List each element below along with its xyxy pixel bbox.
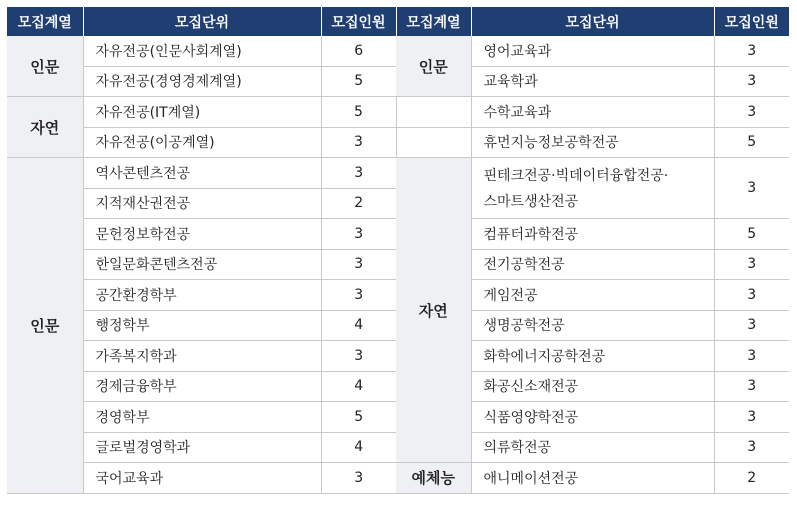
unit-cell: 식품영양학전공: [471, 402, 714, 433]
header-count-left: 모집인원: [321, 7, 396, 36]
count-cell: 3: [714, 402, 789, 433]
count-cell: 5: [321, 402, 396, 433]
unit-cell: 전기공학전공: [471, 249, 714, 280]
unit-cell: 역사콘텐츠전공: [83, 158, 321, 189]
count-cell: 3: [321, 280, 396, 311]
count-cell: 3: [714, 36, 789, 66]
count-cell: 3: [321, 127, 396, 158]
admission-quota-table: [7, 7, 789, 494]
count-cell: 4: [321, 371, 396, 402]
admission-table-wrapper: [7, 7, 789, 494]
field-group-left: 자연: [7, 97, 83, 158]
unit-cell: 가족복지학과: [83, 341, 321, 372]
count-cell: 3: [321, 219, 396, 250]
field-group-right: 인문: [396, 36, 471, 97]
header-unit-left: 모집단위: [83, 7, 321, 36]
unit-cell: 경영학부: [83, 402, 321, 433]
count-cell: 3: [714, 280, 789, 311]
unit-cell: 지적재산권전공: [83, 188, 321, 219]
table-row: [7, 36, 789, 66]
unit-cell: 컴퓨터과학전공: [471, 219, 714, 250]
unit-cell: 교육학과: [471, 66, 714, 97]
table-row: [7, 97, 789, 128]
count-cell: 4: [321, 310, 396, 341]
unit-cell: 애니메이션전공: [471, 463, 714, 494]
count-cell: 5: [321, 66, 396, 97]
table-row: [7, 463, 789, 494]
unit-cell: 자유전공(경영경제계열): [83, 66, 321, 97]
unit-cell: 한일문화콘텐츠전공: [83, 249, 321, 280]
count-cell: 3: [321, 341, 396, 372]
count-cell: 3: [714, 97, 789, 128]
count-cell: 3: [714, 432, 789, 463]
field-group-right-empty: [396, 97, 471, 128]
count-cell: 4: [321, 432, 396, 463]
field-group-right: 예체능: [396, 463, 471, 494]
count-cell: 5: [714, 219, 789, 250]
unit-cell: 자유전공(IT계열): [83, 97, 321, 128]
unit-cell-multiline: [471, 158, 714, 219]
field-group-left: 인문: [7, 36, 83, 97]
unit-cell: 글로벌경영학과: [83, 432, 321, 463]
count-cell: 2: [714, 463, 789, 494]
field-group-right: 자연: [396, 158, 471, 463]
count-cell: 3: [714, 341, 789, 372]
unit-cell: 휴먼지능정보공학전공: [471, 127, 714, 158]
unit-cell: 수학교육과: [471, 97, 714, 128]
count-cell: 3: [321, 463, 396, 494]
unit-cell: 생명공학전공: [471, 310, 714, 341]
unit-line-2: 스마트생산전공: [483, 194, 579, 210]
count-cell: 5: [714, 127, 789, 158]
unit-cell: 화공신소재전공: [471, 371, 714, 402]
count-cell: 3: [321, 249, 396, 280]
unit-cell: 게임전공: [471, 280, 714, 311]
field-group-left: 인문: [7, 158, 83, 494]
header-count-right: 모집인원: [714, 7, 789, 36]
count-cell: 3: [714, 66, 789, 97]
count-cell: 3: [714, 249, 789, 280]
count-cell: 3: [714, 310, 789, 341]
table-row: [7, 158, 789, 189]
field-group-right-empty: [396, 127, 471, 158]
count-cell: 3: [714, 158, 789, 219]
unit-cell: 국어교육과: [83, 463, 321, 494]
unit-cell: 화학에너지공학전공: [471, 341, 714, 372]
unit-cell: 행정학부: [83, 310, 321, 341]
unit-cell: 자유전공(인문사회계열): [83, 36, 321, 66]
unit-cell: 공간환경학부: [83, 280, 321, 311]
header-field-left: 모집계열: [7, 7, 83, 36]
unit-line-1: 핀테크전공·빅데이터융합전공·: [483, 168, 669, 184]
count-cell: 3: [321, 158, 396, 189]
count-cell: 6: [321, 36, 396, 66]
count-cell: 2: [321, 188, 396, 219]
unit-cell: 의류학전공: [471, 432, 714, 463]
count-cell: 5: [321, 97, 396, 128]
header-field-right: 모집계열: [396, 7, 471, 36]
unit-cell: 영어교육과: [471, 36, 714, 66]
header-unit-right: 모집단위: [471, 7, 714, 36]
unit-cell: 경제금융학부: [83, 371, 321, 402]
header-row: [7, 7, 789, 36]
unit-cell: 문헌정보학전공: [83, 219, 321, 250]
unit-cell: 자유전공(이공계열): [83, 127, 321, 158]
count-cell: 3: [714, 371, 789, 402]
table-row: [7, 127, 789, 158]
